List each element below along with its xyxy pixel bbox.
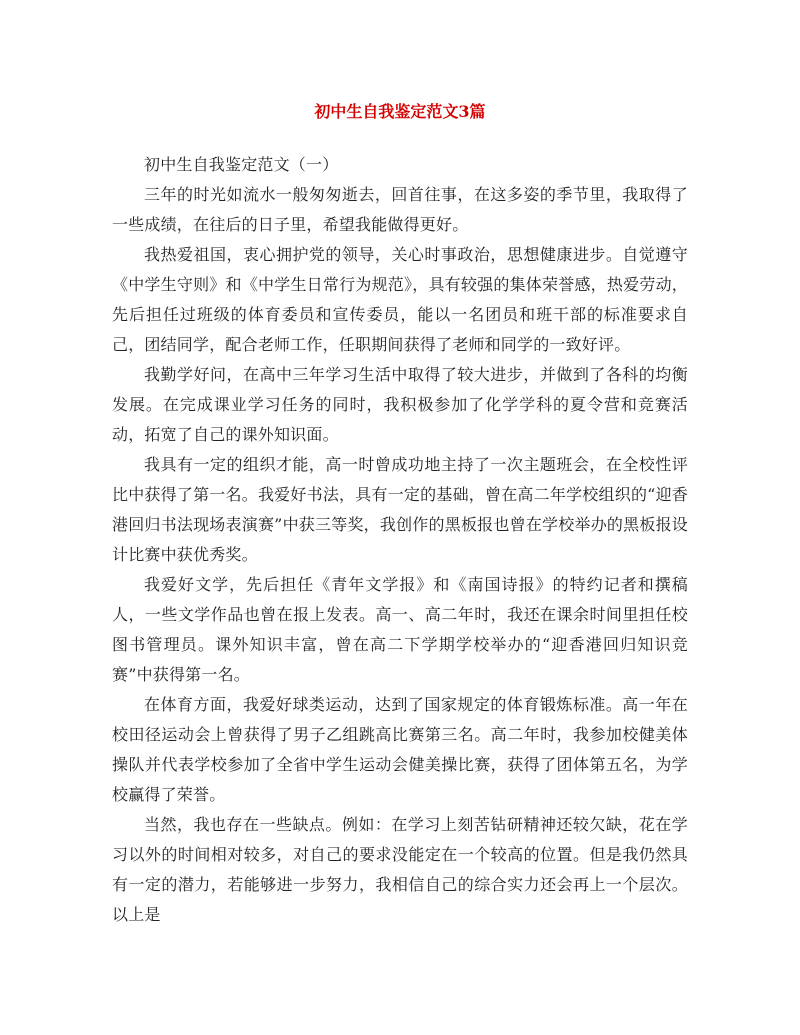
paragraph-sports: 在体育方面，我爱好球类运动，达到了国家规定的体育锻炼标准。高一年在校田径运动会上曾获得了男子乙组跳高比赛第三名。高二年时，我参加校健美体操队并代表学校参加了全省中学生运动会健美操比赛，获得了团体第五名，为学校赢得了荣誉。	[112, 695, 688, 804]
paragraph-organization: 我具有一定的组织才能，高一时曾成功地主持了一次主题班会，在全校性评比中获得了第一名。我爱好书法，具有一定的基础，曾在高二年学校组织的“迎香港回归书法现场表演赛”中获三等奖，我创作的黑板报也曾在学校举办的黑板报设计比赛中获优秀奖。	[112, 455, 688, 564]
section-heading: 初中生自我鉴定范文（一）	[144, 155, 339, 174]
paragraph-patriotism: 我热爱祖国，衷心拥护党的领导，关心时事政治，思想健康进步。自觉遵守《中学生守则》和《中学生日常行为规范》，具有较强的集体荣誉感，热爱劳动，先后担任过班级的体育委员和宣传委员，能以一名团员和班干部的标准要求自己，团结同学，配合老师工作，任职期间获得了老师和同学的一致好评。	[112, 245, 688, 354]
paragraph-literature: 我爱好文学，先后担任《青年文学报》和《南国诗报》的特约记者和撰稿人，一些文学作品也曾在报上发表。高一、高二年时，我还在课余时间里担任校图书管理员。课外知识丰富，曾在高二下学期学校举办的“迎香港回归知识竞赛”中获得第一名。	[112, 575, 688, 684]
paragraph-shortcomings: 当然，我也存在一些缺点。例如：在学习上刻苦钻研精神还较欠缺，花在学习以外的时间相对较多，对自己的要求没能定在一个较高的位置。但是我仍然具有一定的潜力，若能够进一步努力，我相信自己的综合实力还会再上一个层次。以上是	[112, 815, 688, 924]
document-title: 初中生自我鉴定范文3篇	[314, 102, 486, 121]
paragraph-study: 我勤学好问，在高中三年学习生活中取得了较大进步，并做到了各科的均衡发展。在完成课业学习任务的同时，我积极参加了化学学科的夏令营和竞赛活动，拓宽了自己的课外知识面。	[112, 365, 688, 444]
document-body	[112, 150, 688, 930]
paragraph-intro: 三年的时光如流水一般匆匆逝去，回首往事，在这多姿的季节里，我取得了一些成绩，在往后的日子里，希望我能做得更好。	[112, 185, 688, 234]
